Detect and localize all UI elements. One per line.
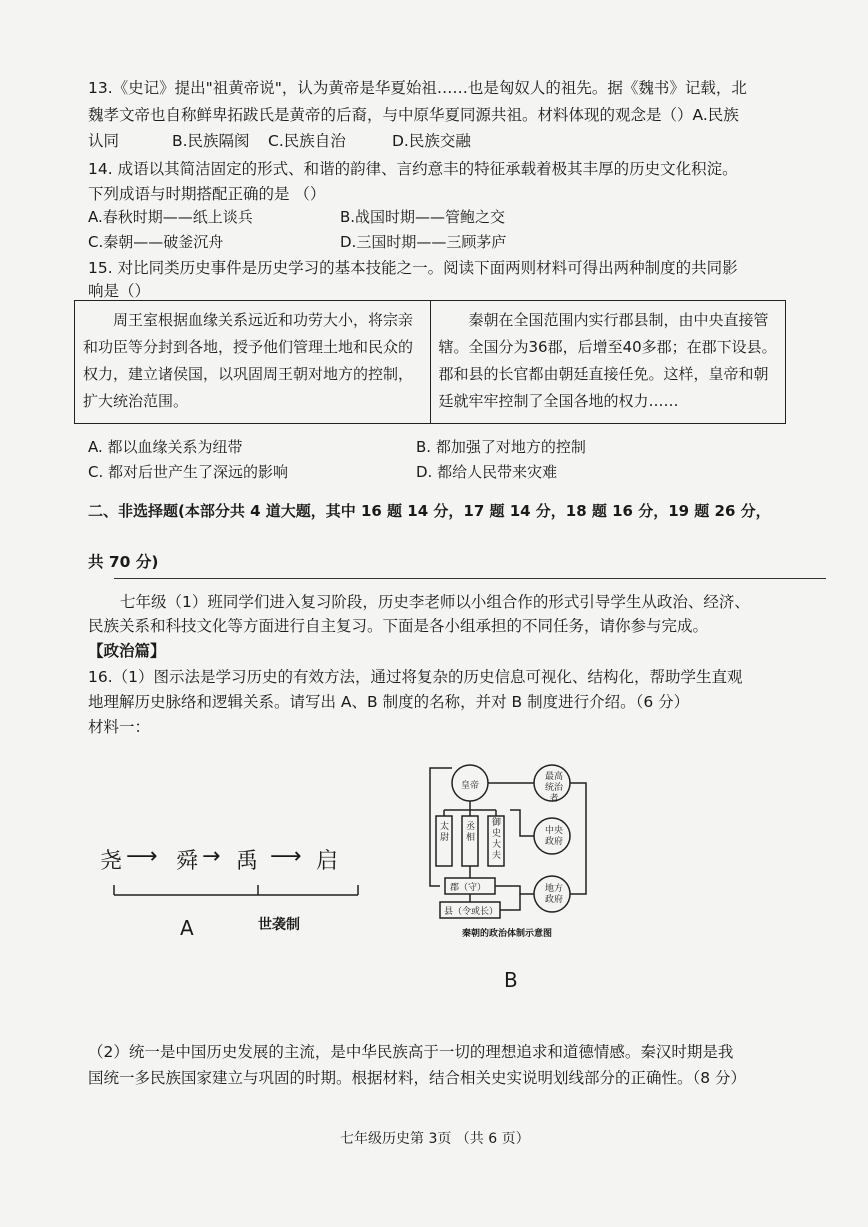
timeline-yao: 尧 [100, 849, 123, 874]
diagram-caption: 秦朝的政治体制示意图 [462, 929, 553, 939]
q13-option-c: C.民族自治 [268, 132, 346, 150]
arrow-icon: → [202, 844, 221, 869]
arrow-icon: ⟶ [270, 844, 302, 869]
q15-option-b: B. 都加强了对地方的控制 [416, 438, 586, 456]
label-a: A [180, 916, 194, 940]
arrow-icon: ⟶ [126, 844, 158, 869]
q15-material-table [74, 300, 786, 424]
q15-option-a: A. 都以血缘关系为纽带 [88, 438, 243, 456]
timeline-shun: 舜 [176, 849, 199, 874]
label-b: B [504, 968, 518, 992]
label-shixi: 世袭制 [258, 917, 300, 933]
timeline-qi: 启 [316, 849, 339, 874]
page-footer: 七年级历史第 3页 （共 6 页） [340, 1131, 530, 1147]
q15-option-c: C. 都对后世产生了深远的影响 [88, 463, 289, 481]
q16-part2-line2: 国统一多民族国家建立与巩固的时期。根据材料，结合相关史实说明划线部分的正确性。（8 分） [88, 1069, 747, 1087]
q14-option-c: C.秦朝——破釜沉舟 [88, 233, 224, 251]
q16-part2-line1: （2）统一是中国历史发展的主流，是中华民族高于一切的理想追求和道德情感。秦汉时期是我 [88, 1043, 734, 1061]
q16-material-label: 材料一： [88, 718, 151, 736]
diagram-jun: 郡（守） [450, 883, 487, 893]
q15-material-right [430, 301, 786, 424]
q14-line2: 下列成语与时期搭配正确的是 （） [88, 185, 326, 203]
q15-line2: 响是（） [88, 282, 151, 300]
q15-left-text: 周王室根据血缘关系远近和功劳大小，将宗亲和功臣等分封到各地，授予他们管理土地和民众的权力，建立诸侯国，以巩固周王朝对地方的控制，扩大统治范围。 [83, 311, 414, 410]
q13-line1: 13.《史记》提出"祖黄帝说"，认为黄帝是华夏始祖……也是匈奴人的祖先。据《魏书》记载，北 [88, 79, 747, 97]
section2-title-line1: 二、非选择题(本部分共 4 道大题，其中 16 题 14 分，17 题 14 分，18 题 16 分，19 题 26 分， [88, 502, 771, 520]
q14-option-a: A.春秋时期——纸上谈兵 [88, 208, 253, 226]
diagram-chengxiang: 丞相 [466, 822, 476, 843]
q16-part1-line1: 16.（1）图示法是学习历史的有效方法，通过将复杂的历史信息可视化、结构化，帮助学生直观 [88, 668, 743, 686]
divider-line [114, 578, 826, 579]
q15-right-text: 秦朝在全国范围内实行郡县制，由中央直接管辖。全国分为36郡，后增至40多郡；在郡下设县。郡和县的长官都由朝廷直接任免。这样，皇帝和朝廷就牢牢控制了全国各地的权力…… [438, 311, 777, 410]
subsection-politics: 【政治篇】 [88, 642, 166, 660]
timeline-yu: 禹 [236, 849, 259, 874]
q13-option-a-tail: 认同 [88, 132, 120, 150]
section2-title-line2: 共 70 分) [88, 553, 159, 571]
q15-option-d: D. 都给人民带来灾难 [416, 463, 558, 481]
q15-material-left [75, 301, 431, 424]
diagram-xian: 县（令或长） [444, 907, 499, 917]
diagram-central: 中央政府 [544, 826, 563, 847]
timeline-brackets [100, 880, 360, 910]
qin-political-diagram [410, 758, 610, 933]
diagram-local: 地方政府 [544, 884, 563, 905]
diagram-yushi: 御史大夫 [492, 818, 502, 861]
section2-intro-line2: 民族关系和科技文化等方面进行自主复习。下面是各小组承担的不同任务，请你参与完成。 [88, 617, 709, 635]
diagram-taiwei: 太尉 [440, 822, 450, 843]
q15-line1: 15. 对比同类历史事件是历史学习的基本技能之一。阅读下面两则材料可得出两种制度的共同影 [88, 259, 738, 277]
q14-option-b: B.战国时期——管鲍之交 [340, 208, 506, 226]
q14-line1: 14. 成语以其简洁固定的形式、和谐的韵律、言约意丰的特征承载着极其丰厚的历史文化积淀。 [88, 160, 738, 178]
q13-line2: 魏孝文帝也自称鲜卑拓跋氏是黄帝的后裔，与中原华夏同源共祖。材料体现的观念是（）A.民族 [88, 106, 739, 124]
q16-part1-line2: 地理解历史脉络和逻辑关系。请写出 A、B 制度的名称，并对 B 制度进行介绍。（6 分） [88, 693, 690, 711]
q14-option-d: D.三国时期——三顾茅庐 [340, 233, 507, 251]
q13-option-d: D.民族交融 [392, 132, 471, 150]
section2-intro-line1: 七年级（1）班同学们进入复习阶段，历史李老师以小组合作的形式引导学生从政治、经济、 [120, 593, 750, 611]
diagram-top-ruler: 最高统治者 [544, 772, 563, 804]
diagram-emperor: 皇帝 [461, 781, 480, 791]
q13-option-b: B.民族隔阂 [172, 132, 250, 150]
